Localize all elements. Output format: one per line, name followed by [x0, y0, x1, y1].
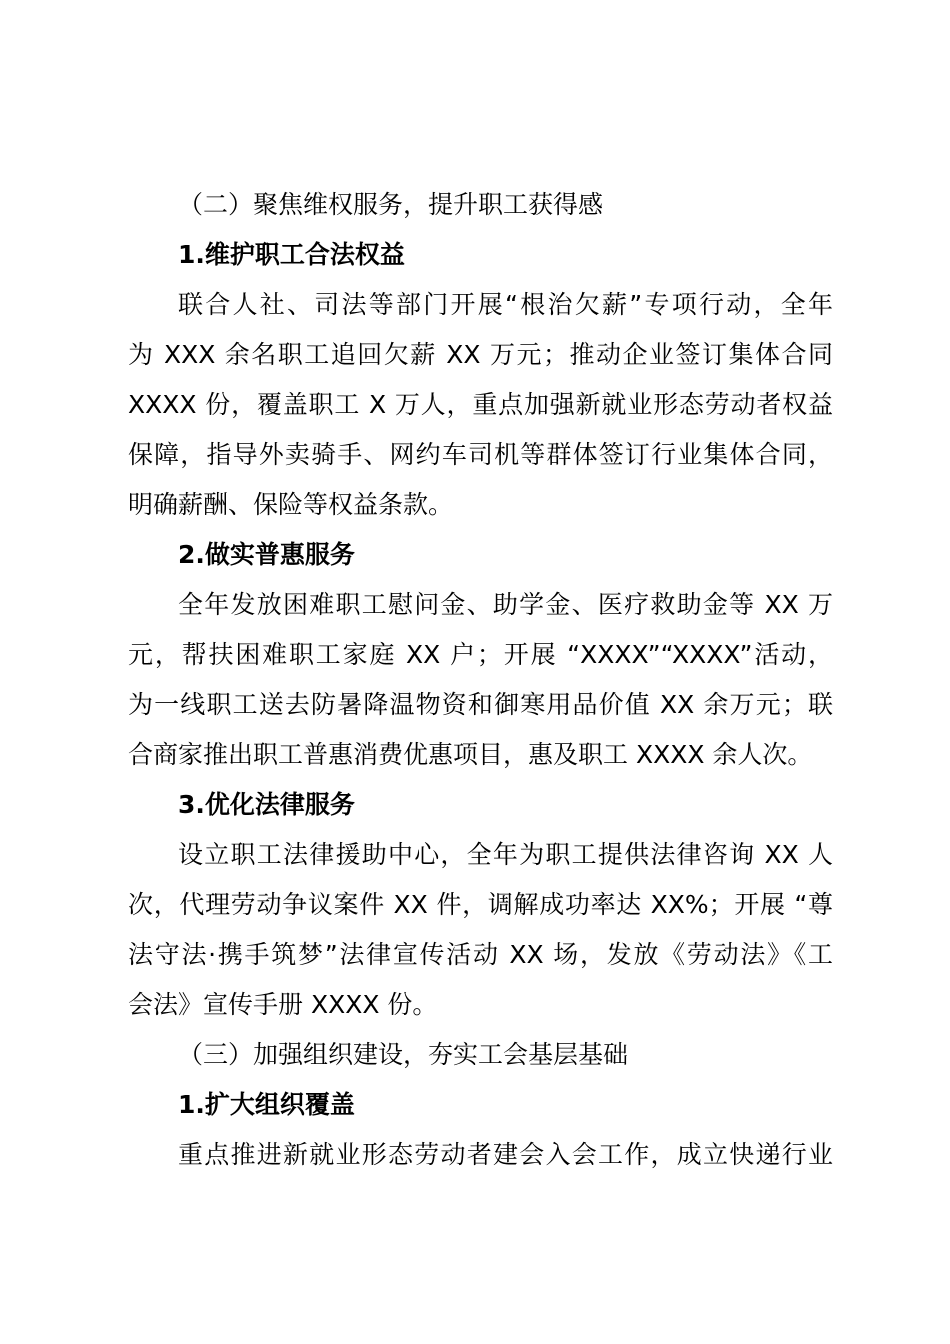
paragraph-line: 明确薪酬、保险等权益条款。: [128, 490, 454, 519]
paragraph-line: 联合人社、司法等部门开展“根治欠薪”专项行动，全年: [178, 290, 833, 319]
paragraph-line: 会法》宣传手册 XXXX 份。: [128, 990, 438, 1019]
paragraph-line: 保障，指导外卖骑手、网约车司机等群体签订行业集体合同，: [128, 440, 833, 469]
paragraph-line: 为 XXX 余名职工追回欠薪 XX 万元；推动企业签订集体合同: [128, 340, 833, 369]
section-2-item-2-title: 2.做实普惠服务: [178, 540, 355, 569]
section-3-heading: （三）加强组织建设，夯实工会基层基础: [178, 1040, 629, 1069]
paragraph-line: XXXX 份，覆盖职工 X 万人，重点加强新就业形态劳动者权益: [128, 390, 833, 419]
paragraph-line: 重点推进新就业形态劳动者建会入会工作，成立快递行业: [178, 1140, 833, 1169]
paragraph-line: 设立职工法律援助中心，全年为职工提供法律咨询 XX 人: [178, 840, 833, 869]
paragraph-line: 为一线职工送去防暑降温物资和御寒用品价值 XX 余万元；联: [128, 690, 833, 719]
paragraph-line: 元，帮扶困难职工家庭 XX 户；开展 “XXXX”“XXXX”活动，: [128, 640, 833, 669]
section-3-item-1-title: 1.扩大组织覆盖: [178, 1090, 355, 1119]
paragraph-line: 法守法·携手筑梦”法律宣传活动 XX 场，发放《劳动法》《工: [128, 940, 833, 969]
section-2-heading: （二）聚焦维权服务，提升职工获得感: [178, 190, 604, 219]
section-2: [128, 180, 833, 1180]
section-2-item-3-title: 3.优化法律服务: [178, 790, 355, 819]
paragraph-line: 次，代理劳动争议案件 XX 件，调解成功率达 XX%；开展 “尊: [128, 890, 833, 919]
paragraph-line: 全年发放困难职工慰问金、助学金、医疗救助金等 XX 万: [178, 590, 833, 619]
paragraph-line: 合商家推出职工普惠消费优惠项目，惠及职工 XXXX 余人次。: [128, 740, 813, 769]
section-2-item-1-title: 1.维护职工合法权益: [178, 240, 405, 269]
